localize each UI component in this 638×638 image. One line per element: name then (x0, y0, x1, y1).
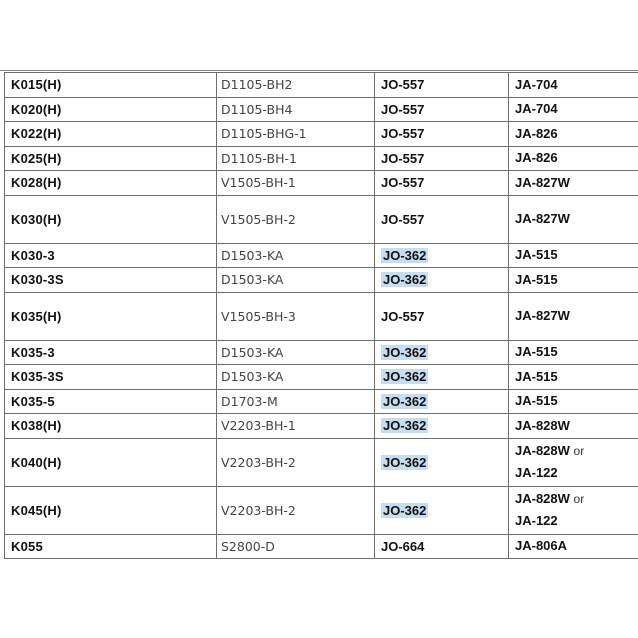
model-cell: K030-3S (5, 268, 217, 293)
model-cell: K035(H) (5, 292, 217, 340)
model-cell: K055 (5, 534, 217, 559)
air-filter-cell (509, 292, 638, 340)
table-row (5, 292, 638, 340)
air-filter-code: JA-806A (515, 538, 568, 554)
engine-cell: D1105-BH4 (217, 97, 375, 122)
engine-cell: D1503-KA (217, 340, 375, 365)
model-cell: K022(H) (5, 122, 217, 147)
air-filter-cell (509, 268, 638, 293)
air-filter-code: JA-515 (515, 393, 558, 409)
table-row (5, 414, 638, 439)
table-row (5, 195, 638, 243)
oil-filter-cell (375, 365, 509, 390)
oil-filter-code: JO-557 (381, 211, 425, 227)
model-cell: K030-3 (5, 243, 217, 268)
engine-cell: V1505-BH-1 (217, 171, 375, 196)
oil-filter-code: JO-362 (383, 369, 427, 385)
table-row (5, 122, 638, 147)
table-row (5, 486, 638, 534)
air-filter-or-label: or (573, 444, 585, 458)
oil-filter-code: JO-557 (381, 126, 425, 142)
air-filter-cell (509, 243, 638, 268)
air-filter-cell (509, 171, 638, 196)
engine-cell: D1105-BH2 (217, 73, 375, 98)
table-row (5, 365, 638, 390)
engine-cell: V2203-BH-1 (217, 414, 375, 439)
engine-cell: V2203-BH-2 (217, 486, 375, 534)
oil-filter-cell (375, 243, 509, 268)
model-cell: K028(H) (5, 171, 217, 196)
air-filter-cell (509, 195, 638, 243)
table-row (5, 171, 638, 196)
air-filter-code: JA-827W (515, 308, 570, 323)
engine-cell: D1105-BHG-1 (217, 122, 375, 147)
air-filter-alt-code: JA-122 (515, 513, 558, 528)
table-row (5, 534, 638, 559)
model-cell: K038(H) (5, 414, 217, 439)
air-filter-code: JA-827W (515, 211, 570, 226)
oil-filter-code: JO-362 (383, 344, 427, 360)
air-filter-cell (509, 122, 638, 147)
engine-cell: V2203-BH-2 (217, 438, 375, 486)
engine-cell: V1505-BH-2 (217, 195, 375, 243)
model-cell: K035-3 (5, 340, 217, 365)
engine-cell: D1503-KA (217, 268, 375, 293)
air-filter-code: JA-515 (515, 271, 558, 287)
model-cell: K045(H) (5, 486, 217, 534)
oil-filter-cell (375, 171, 509, 196)
oil-filter-cell (375, 534, 509, 559)
oil-filter-cell (375, 414, 509, 439)
oil-filter-cell (375, 146, 509, 171)
air-filter-cell (509, 414, 638, 439)
oil-filter-cell (375, 389, 509, 414)
air-filter-code: JA-704 (515, 76, 558, 92)
air-filter-code: JA-826 (515, 125, 558, 141)
oil-filter-code: JO-557 (381, 101, 425, 117)
model-cell: K025(H) (5, 146, 217, 171)
air-filter-cell (509, 73, 638, 98)
air-filter-code: JA-828W (515, 417, 570, 433)
model-cell: K015(H) (5, 73, 217, 98)
table-row (5, 438, 638, 486)
air-filter-cell (509, 97, 638, 122)
oil-filter-code: JO-362 (383, 393, 427, 409)
air-filter-cell (509, 146, 638, 171)
air-filter-code: JA-828W (515, 491, 570, 506)
oil-filter-cell (375, 292, 509, 340)
air-filter-cell (509, 365, 638, 390)
oil-filter-code: JO-557 (381, 308, 425, 324)
filter-table (4, 72, 638, 559)
engine-cell: D1703-M (217, 389, 375, 414)
air-filter-or-label: or (573, 492, 585, 506)
air-filter-code: JA-826 (515, 150, 558, 166)
air-filter-cell (509, 389, 638, 414)
engine-cell: D1503-KA (217, 365, 375, 390)
oil-filter-code: JO-362 (383, 454, 427, 470)
air-filter-cell (509, 486, 638, 534)
oil-filter-cell (375, 268, 509, 293)
table-top-border (0, 70, 638, 71)
oil-filter-cell (375, 438, 509, 486)
air-filter-code: JA-515 (515, 344, 558, 360)
air-filter-alt-code: JA-122 (515, 465, 558, 480)
oil-filter-code: JO-557 (381, 175, 425, 191)
oil-filter-cell (375, 122, 509, 147)
model-cell: K035-5 (5, 389, 217, 414)
table-row (5, 340, 638, 365)
oil-filter-code: JO-557 (381, 77, 425, 93)
table-row (5, 268, 638, 293)
oil-filter-cell (375, 73, 509, 98)
model-cell: K030(H) (5, 195, 217, 243)
air-filter-code: JA-515 (515, 247, 558, 263)
oil-filter-code: JO-362 (383, 247, 427, 263)
oil-filter-code: JO-362 (383, 502, 427, 518)
oil-filter-code: JO-557 (381, 150, 425, 166)
oil-filter-cell (375, 97, 509, 122)
air-filter-code: JA-827W (515, 174, 570, 190)
air-filter-code: JA-515 (515, 368, 558, 384)
air-filter-cell (509, 438, 638, 486)
model-cell: K040(H) (5, 438, 217, 486)
air-filter-cell (509, 340, 638, 365)
oil-filter-cell (375, 195, 509, 243)
table-row (5, 389, 638, 414)
table-row (5, 243, 638, 268)
oil-filter-cell (375, 340, 509, 365)
engine-cell: S2800-D (217, 534, 375, 559)
oil-filter-code: JO-362 (383, 418, 427, 434)
model-cell: K020(H) (5, 97, 217, 122)
table-row (5, 97, 638, 122)
air-filter-code: JA-704 (515, 101, 558, 117)
oil-filter-code: JO-362 (383, 272, 427, 288)
engine-cell: V1505-BH-3 (217, 292, 375, 340)
table-row (5, 146, 638, 171)
air-filter-cell (509, 534, 638, 559)
engine-cell: D1503-KA (217, 243, 375, 268)
table-row (5, 73, 638, 98)
filter-table-body (5, 73, 638, 559)
air-filter-code: JA-828W (515, 443, 570, 458)
oil-filter-code: JO-664 (381, 538, 425, 554)
model-cell: K035-3S (5, 365, 217, 390)
engine-cell: D1105-BH-1 (217, 146, 375, 171)
oil-filter-cell (375, 486, 509, 534)
